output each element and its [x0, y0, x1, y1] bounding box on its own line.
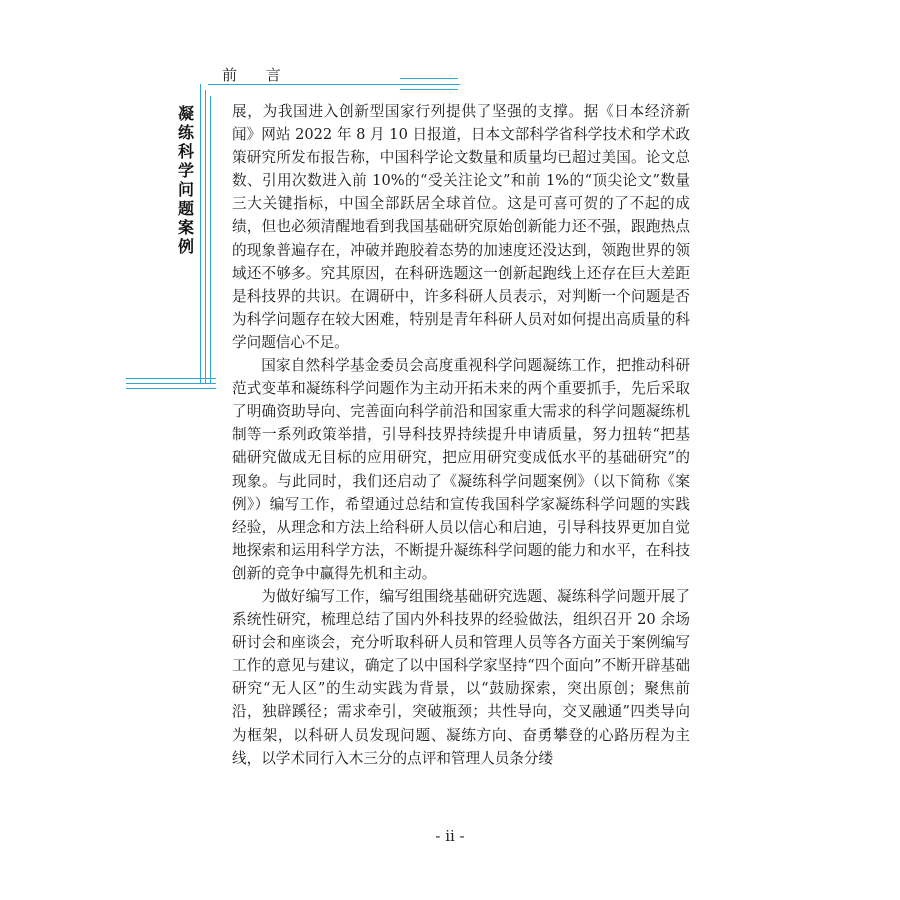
header-rule-accent	[400, 78, 458, 79]
margin-rule-1	[200, 84, 201, 384]
margin-rule-3	[210, 96, 211, 384]
page-header-title: 前 言	[222, 66, 293, 84]
paragraph-3: 为做好编写工作，编写组围绕基础研究选题、凝练科学问题开展了系统性研究，梳理总结了国内外科技界的经验做法，组织召开 20 余场研讨会和座谈会，充分听取科研人员和管理人员等各方面关于案例编写工作的意见与建议，确定了以中国科学家坚持“四个面向”不断开辟基础研究“无人区”的生动实践为背景，以“鼓励探索，突出原创；聚焦前沿，独辟蹊径；需求牵引，突破瓶颈；共性导向，交叉融通”四类导向为框架，以科研人员发现问题、凝练方向、奋勇攀登的心路历程为主线，以学术同行入木三分的点评和管理人员条分缕	[232, 587, 690, 767]
header-rule-long	[208, 84, 460, 85]
margin-rule-2	[205, 90, 206, 384]
body-text	[232, 100, 690, 770]
side-book-title: 凝练科学问题案例	[177, 104, 194, 256]
paragraph-1: 展，为我国进入创新型国家行列提供了坚强的支撑。据《日本经济新闻》网站 2022 年 8 月 10 日报道，日本文部科学省科学技术和学术政策研究所发布报告称，中国科学论文数量和质量均已超过美国。论文总数、引用次数进入前 10%的“受关注论文”和前 1%的“顶尖论文”数量三大关键指标，中国全部跃居全球首位。这是可喜可贺的了不起的成绩，但也必须清醒地看到我国基础研究原始创新能力还不强，跟跑热点的现象普遍存在，冲破并跑胶着态势的加速度还没达到，领跑世界的领域还不够多。究其原因，在科研选题这一创新起跑线上还存在巨大差距是科技界的共识。在调研中，许多科研人员表示，对判断一个问题是否为科学问题存在较大困难，特别是青年科研人员对如何提出高质量的科学问题信心不足。	[232, 103, 690, 351]
header-rule-accent-2	[400, 89, 458, 90]
page-number: - ii -	[435, 827, 465, 845]
side-rule-2	[126, 383, 216, 384]
side-rule-1	[126, 378, 216, 379]
paragraph-2: 国家自然科学基金委员会高度重视科学问题凝练工作，把推动科研范式变革和凝练科学问题作为主动开拓未来的两个重要抓手，先后采取了明确资助导向、完善面向科学前沿和国家重大需求的科学问题凝练机制等一系列政策举措，引导科技界持续提升申请质量，努力扭转“把基础研究做成无目标的应用研究，把应用研究变成低水平的基础研究”的现象。与此同时，我们还启动了《凝练科学问题案例》（以下简称《案例》）编写工作，希望通过总结和宣传我国科学家凝练科学问题的实践经验，从理念和方法上给科研人员以信心和启迪，引导科技界更加自觉地探索和运用科学方法，不断提升凝练科学问题的能力和水平，在科技创新的竞争中赢得先机和主动。	[232, 357, 690, 582]
side-rule-3	[126, 388, 216, 389]
